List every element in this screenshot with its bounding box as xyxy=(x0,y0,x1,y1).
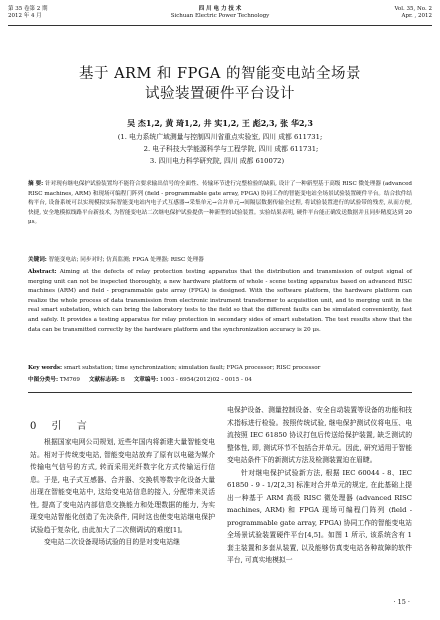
right-column xyxy=(227,404,412,567)
header-center xyxy=(8,6,432,20)
affiliation-1: (1. 电力系统广域测量与控制四川省重点实验室, 四川 成都 611731; xyxy=(117,133,323,141)
abstract-cn-label: 摘 要: xyxy=(28,181,44,187)
paper-title xyxy=(0,64,440,104)
abstract-en-label: Abstract: xyxy=(28,269,57,275)
clc-value: TM769 xyxy=(59,377,80,383)
title-line-1: 基于 ARM 和 FPGA 的智能变电站全场景 xyxy=(78,66,362,82)
abstract-en-text: Aiming at the defects of relay protection testing apparatus that the distribution and transmission of output signal of merging unit can not be inspected thoroughly, a new hardware platform of whole - scene testing apparatus based on advanced RISC machines (ARM) and field - programmable gate array (FPGA) is designed. With the software platform, the hardware platform can realize the whole process of data transmission from electronic instrument transformer to acquisition unit, and to merging unit in the real smart substation, which can bring the laboratory tests to the field so that the different faults can be simulated conveniently, fast and safely. It provides a testing apparatus for relay protection in secondary sides of smart substation. The test results show that the data can be transmitted correctly by the hardware platform and the synchronization accuracy is 20 μs. xyxy=(28,269,412,333)
keywords-en-label: Key words: xyxy=(28,365,63,371)
volume-issue-en: Vol. 35, No. 2 xyxy=(394,6,432,12)
journal-name-en: Sichuan Electric Power Technology xyxy=(170,13,270,19)
article-number-value: 1003 - 6954(2012)02 - 0015 - 04 xyxy=(159,377,252,383)
classification-line xyxy=(28,376,412,386)
keywords-cn-text: 智能变电站; 同步对时; 仿真监测; FPGA 处理器; RISC 处理器 xyxy=(48,257,204,263)
issue-date-en: Apr. , 2012 xyxy=(401,13,432,19)
left-column xyxy=(30,436,215,549)
journal-header xyxy=(8,6,432,24)
issue-date: 2012 年 4 月 xyxy=(8,13,42,19)
intro-paragraph-2: 变电站二次设备现场试验的目的是对变电站继 xyxy=(44,538,180,546)
header-rule xyxy=(8,25,432,26)
intro-paragraph-1: 根据国家电网公司规划, 近些年国内将新建大量智能变电站。相对于传统变电站, 智能变电站放弃了原有以电磁为媒介传输电气信号的方式, 转而采用光纤数字化方式传输运行信息。于是, 电子式互感器、合并器、交换机等数字化设备大量出现在智能变电站中, 这给变电站信息的接入, 分配带来灵活性, 提高了变电站内部信息交换能力和处理数据的能力, 为实现变电站智能化创造了先决条件, 同时这也使变电站继电保护试验趋于复杂化, 由此加大了二次侧调试的难度[1]。 xyxy=(30,438,215,534)
affiliation-2: 2. 电子科技大学能源科学与工程学院, 四川 成都 611731; xyxy=(143,145,319,153)
doc-code-label: 文献标志码: xyxy=(88,377,119,383)
keywords-cn-label: 关键词: xyxy=(28,257,47,263)
keywords-en-text: smart substation; time synchronization; simulation fault; FPGA processor; RISC processor xyxy=(63,365,321,371)
author-list: 吴 杰1,2, 黄 琦1,2, 井 实1,2, 王 彪2,3, 张 华2,3 xyxy=(127,118,313,128)
header-right xyxy=(394,6,432,20)
clc-label: 中图分类号: xyxy=(28,377,59,383)
title-line-2: 试验装置硬件平台设计 xyxy=(145,86,295,102)
section-heading-introduction: 0 引 言 xyxy=(30,421,93,432)
affiliation-3: 3. 四川电力科学研究院, 四川 成都 610072) xyxy=(149,157,285,165)
abstract-cn-text: 针对现有继电保护试验装置均不能符合要求输出信号的全面性、传输环节进行完整检验的缺陷, 设计了一种新型基于高级 RISC 微处理器 (advanced RISC machines, ARM) 和现场可编程门阵列 (field - programmable gate array, FPGA) 协同工作的智能变电站全场景试验装置硬件平台。结合软件结构平台, 设备系统可以实现模拟实际智能变电站内电子式互感器→采集单元→合并单元→间隔层数据传输全过程, 将试验装置进行的试验带的残差, 从而方便, 快捷, 安全地模拟线路平台新技术, 为智能变电站二次继电保护试验提供一种新型的试验装置。实验结果表明, 硬件平台能正确发送数据并且同步精度达到 20 μs。 xyxy=(28,181,412,226)
keywords-en xyxy=(28,364,412,374)
intro-paragraph-4: 针对继电保护试验新方法, 根据 IEC 60044 - 8、IEC 61850 - 9 - 1/2[2,3] 标准对合并单元的规定, 在此基础上提出一种基于 ARM 高级 RISC 微处理器 (advanced RISC machines, ARM) 和 FPGA 现场可编程门阵列 (field - programmable gate array, FPGA) 协同工作的智能变电站全场景试验装置硬件平台[4,5]。如图 1 所示, 该系统含有 1 套主装置和多套从装置, 以及能够仿真变电站各种故障的软件平台, 可真实地模拟一 xyxy=(227,468,412,564)
keywords-cn xyxy=(28,256,412,266)
abstract-rule xyxy=(28,392,412,393)
intro-paragraph-3: 电保护设备、测量控制设备、安全自动装置等设备的功能和技术指标进行检验。按照传统试验, 继电保护测试仪将电压、电流按照 IEC 61850 协议打包后传送给保护装置, 缺乏测试的整体性, 即, 测试环节不包括合并单元。因此, 研究适用于智能变电站条件下的新测试方法及检测装置迫在眉睫。 xyxy=(227,406,412,464)
article-number-label: 文章编号: xyxy=(133,377,159,383)
page-number: · 15 · xyxy=(393,598,410,606)
volume-issue: 第 35 卷第 2 期 xyxy=(8,6,48,12)
abstract-en xyxy=(28,268,412,335)
journal-name-cn: 四 川 电 力 技 术 xyxy=(198,6,242,12)
doc-code-value: B xyxy=(120,377,125,383)
abstract-cn xyxy=(28,180,412,228)
